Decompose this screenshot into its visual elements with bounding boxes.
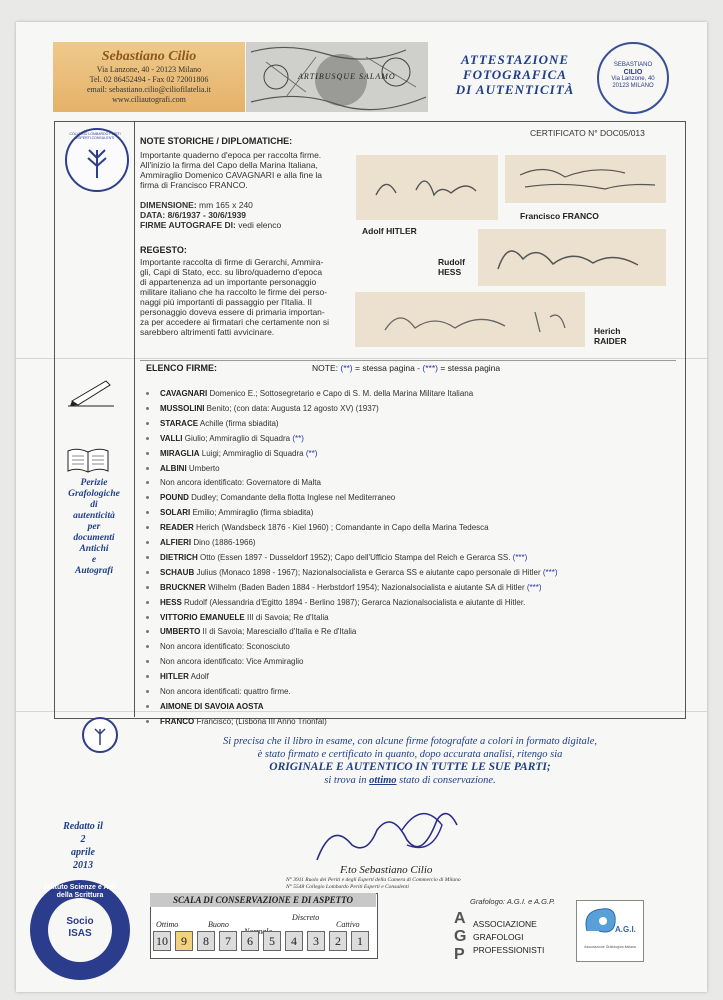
bullet-icon bbox=[146, 571, 149, 574]
company-email: email: sebastiano.cilio@ciliofilatelia.it bbox=[87, 85, 211, 94]
document-details bbox=[140, 200, 350, 230]
agi-subtitle: Associazione Grafologica Italiana bbox=[584, 945, 636, 949]
signature-list-item bbox=[160, 419, 279, 429]
dimension-label: DIMENSIONE: bbox=[140, 200, 197, 210]
page-mark: (***) bbox=[542, 567, 558, 577]
signer-details: Umberto bbox=[186, 463, 220, 473]
signature-list-item bbox=[160, 642, 290, 652]
scale-cell: 4 bbox=[285, 931, 303, 951]
note-mark-double: (**) bbox=[340, 363, 353, 373]
dimension-value: mm 165 x 240 bbox=[199, 200, 253, 210]
redatto-date bbox=[40, 820, 126, 872]
bullet-icon bbox=[146, 392, 149, 395]
signature-list-item bbox=[160, 613, 329, 623]
page-mark: (**) bbox=[292, 433, 304, 443]
perizie-line: di bbox=[90, 500, 98, 510]
signer-surname: ALBINI bbox=[160, 463, 187, 473]
bullet-icon bbox=[146, 437, 149, 440]
stamp-line-3: Via Lanzone, 40 bbox=[611, 76, 655, 82]
bullet-icon bbox=[146, 601, 149, 604]
bullet-icon bbox=[146, 541, 149, 544]
banner-text: ARTIBUSQUE SALAMO bbox=[298, 72, 396, 81]
signer-registrations bbox=[286, 877, 461, 891]
perizie-text bbox=[56, 478, 132, 577]
bullet-icon bbox=[146, 422, 149, 425]
date-label: DATA: bbox=[140, 210, 166, 220]
svg-text:A: A bbox=[454, 910, 466, 927]
isas-center bbox=[48, 916, 112, 940]
franco-signature-image bbox=[505, 155, 666, 203]
statement-line-1: Si precisa che il libro in esame, con alcune firme fotografate a colori in formato digitale, bbox=[223, 736, 597, 747]
statement-suffix: stato di conservazione. bbox=[396, 775, 496, 786]
condition-word: ottimo bbox=[369, 775, 397, 786]
hitler-caption: Adolf HITLER bbox=[362, 226, 417, 236]
signature-list-item bbox=[160, 434, 304, 444]
regesto-line: za per accedere ai firmatari che certamente non si bbox=[140, 317, 329, 327]
elenco-divider bbox=[140, 360, 676, 361]
small-collegio-seal-icon bbox=[82, 717, 118, 753]
isas-socio: Socio bbox=[66, 916, 94, 927]
statement-line-3: ORIGINALE E AUTENTICO IN TUTTE LE SUE PARTI; bbox=[269, 761, 551, 773]
notes-line: Ammiraglio Domenico CAVAGNARI e alla fine la bbox=[140, 170, 323, 180]
hess-caption-line: Rudolf bbox=[438, 257, 465, 267]
cilio-stamp bbox=[597, 42, 669, 114]
signer-details: Otto (Essen 1897 - Dusseldorf 1952); Capo dell'Ufficio Stampa del Reich e Gerarca SS. bbox=[197, 552, 513, 562]
signature-list-item bbox=[160, 583, 542, 593]
elenco-heading: ELENCO FIRME: bbox=[146, 363, 217, 373]
signer-surname: VITTORIO EMANUELE bbox=[160, 612, 245, 622]
regesto-heading: REGESTO: bbox=[140, 245, 187, 255]
redatto-label: Redatto il bbox=[63, 821, 103, 832]
franco-caption: Francisco FRANCO bbox=[520, 211, 599, 221]
regesto-line: di appartenenza ad un importante personaggio bbox=[140, 277, 317, 287]
signer-surname: UMBERTO bbox=[160, 627, 201, 637]
agp-line: PROFESSIONISTI bbox=[473, 945, 545, 955]
perizie-line: documenti bbox=[73, 533, 115, 543]
stamp-line-2: CILIO bbox=[623, 69, 643, 76]
scale-cell: 7 bbox=[219, 931, 237, 951]
signer-surname: READER bbox=[160, 523, 194, 533]
signer-details: II di Savoia; Maresciallo d'Italia e Re d'Italia bbox=[200, 627, 357, 637]
signature-list-item bbox=[160, 657, 303, 667]
scale-cell: 9 bbox=[175, 931, 193, 951]
pen-writing-icon bbox=[66, 377, 116, 407]
agp-line: GRAFOLOGI bbox=[473, 932, 524, 942]
signature-list-item bbox=[160, 404, 379, 414]
signer-details: Emilio; Ammiraglio (firma sbiadita) bbox=[190, 508, 314, 518]
signature-list-item bbox=[160, 538, 256, 548]
signer-details: Julius (Monaco 1898 - 1967); Nazionalsocialista e Gerarca SS e aiutante capo personale di Hitler bbox=[194, 567, 543, 577]
signer-details: Non ancora identificato: Sconosciuto bbox=[160, 642, 290, 652]
signature-list-item bbox=[160, 672, 209, 682]
perizie-line: Autografi bbox=[74, 566, 113, 576]
signer-surname: POUND bbox=[160, 493, 189, 503]
redatto-month: aprile bbox=[71, 847, 95, 858]
regesto-text bbox=[140, 257, 355, 337]
signature-list-item bbox=[160, 389, 473, 399]
scale-cell: 2 bbox=[329, 931, 347, 951]
collegio-seal bbox=[65, 128, 129, 192]
regesto-line: militare italiano che ha raccolto le firme dei perso- bbox=[140, 287, 328, 297]
hess-caption-line: HESS bbox=[438, 267, 462, 277]
elenco-note-label: NOTE: bbox=[312, 363, 338, 373]
scale-cell: 8 bbox=[197, 931, 215, 951]
isas-ring-text: Istituto Scienze e Arti della Scrittura bbox=[44, 884, 116, 899]
signature-list-item bbox=[160, 553, 527, 563]
note-separator: - bbox=[417, 363, 421, 373]
scale-label-cattivo: Cattivo bbox=[336, 920, 360, 929]
signature-scribble-icon bbox=[505, 155, 666, 203]
note-text-double: = stessa pagina bbox=[355, 363, 415, 373]
signer-details: Domenico E.; Sottosegretario e Capo di S. M. della Marina Militare Italiana bbox=[207, 389, 474, 398]
bullet-icon bbox=[146, 556, 149, 559]
agi-acronym: A.G.I. bbox=[615, 925, 636, 934]
notes-heading: NOTE STORICHE / DIPLOMATICHE: bbox=[140, 136, 293, 146]
notes-line: All'inizio la firma del Capo della Marina Italiana, bbox=[140, 160, 318, 170]
title-line-1: ATTESTAZIONE bbox=[460, 52, 570, 67]
elenco-notes bbox=[312, 363, 500, 373]
company-address: Via Lanzone, 40 - 20123 Milano bbox=[96, 65, 202, 74]
statement-line-2: è stato firmato e certificato in quanto, dopo accurata analisi, ritengo sia bbox=[257, 749, 563, 760]
signature-list-item bbox=[160, 598, 525, 608]
signer-details: Dudley; Comandante della flotta Inglese nel Mediterraneo bbox=[188, 493, 396, 503]
isas-seal bbox=[30, 880, 130, 980]
signer-details: Francisco; (Lisbona III Anno Trionfal) bbox=[194, 716, 327, 726]
signer-surname: HESS bbox=[160, 597, 182, 607]
raider-caption bbox=[594, 326, 627, 346]
bullet-icon bbox=[146, 586, 149, 589]
certificate-number: CERTIFICATO N° DOC05/013 bbox=[530, 128, 645, 138]
hess-signature-image bbox=[478, 229, 666, 286]
signer-surname: DIETRICH bbox=[160, 552, 198, 562]
signature-list-item bbox=[160, 702, 264, 712]
bullet-icon bbox=[146, 452, 149, 455]
signer-surname: FRANCO bbox=[160, 716, 195, 726]
signatures-value: vedi elenco bbox=[238, 220, 282, 230]
signature-list-item bbox=[160, 627, 356, 637]
raider-caption-line: Herich bbox=[594, 326, 621, 336]
authenticity-statement bbox=[135, 735, 685, 787]
signer-details: Dino (1886-1966) bbox=[191, 538, 256, 547]
perizie-line: Perizie bbox=[80, 478, 108, 488]
perizie-line: per bbox=[87, 522, 101, 532]
signature-list-item bbox=[160, 717, 327, 727]
agi-logo bbox=[576, 900, 644, 962]
left-column bbox=[54, 121, 135, 717]
signature-scribble-icon bbox=[356, 155, 498, 220]
agp-name bbox=[473, 918, 544, 957]
stamp-line-4: 20123 MILANO bbox=[612, 83, 654, 89]
notes-line: Importante quaderno d'epoca per raccolta firme. bbox=[140, 150, 322, 160]
note-mark-triple: (***) bbox=[422, 363, 438, 373]
signature-list-item bbox=[160, 508, 313, 518]
bullet-icon bbox=[146, 690, 149, 693]
scale-cell: 6 bbox=[241, 931, 259, 951]
signature-scribble-icon bbox=[355, 292, 585, 347]
signer-details: Adolf bbox=[188, 672, 209, 682]
signer-details: Rudolf (Alessandria d'Egitto 1894 - Berlino 1987); Gerarca Nazionalsocialista e aiutante di Hitler. bbox=[181, 597, 526, 607]
scale-label-buono: Buono bbox=[208, 920, 229, 929]
signature-scribble-icon bbox=[478, 229, 666, 286]
signature-scribble-icon bbox=[312, 800, 462, 870]
signer-details: Luigi; Ammiraglio di Squadra bbox=[199, 448, 306, 458]
bullet-icon bbox=[146, 616, 149, 619]
note-text-triple: = stessa pagina bbox=[440, 363, 501, 373]
signer-surname: MIRAGLIA bbox=[160, 448, 200, 458]
company-name: Sebastiano Cilio bbox=[101, 49, 197, 64]
hess-caption bbox=[438, 257, 465, 277]
scale-cell: 3 bbox=[307, 931, 325, 951]
document-title bbox=[440, 52, 590, 97]
bullet-icon bbox=[146, 407, 149, 410]
scale-cell: 5 bbox=[263, 931, 281, 951]
signer-surname: SCHAUB bbox=[160, 567, 195, 577]
collegio-seal-text: COLLEGIO LOMBARDO PERITI ESPERTI CONSULENTI bbox=[69, 132, 121, 140]
date-value: 8/6/1937 - 30/6/1939 bbox=[167, 210, 247, 220]
page-mark: (***) bbox=[526, 582, 542, 592]
cilio-signature bbox=[312, 800, 462, 870]
signer-details: Benito; (con data: Augusta 12 agosto XV) (1937) bbox=[204, 403, 379, 413]
signature-list-item bbox=[160, 449, 317, 459]
registration-2: N° 5548 Collegio Lombardo Periti Esperti e Consulenti bbox=[286, 884, 409, 890]
signer-details: Non ancora identificato: Governatore di Malta bbox=[160, 478, 321, 488]
regesto-line: gli, Capi di Stato, ecc. su libro/quaderno d'epoca bbox=[140, 267, 323, 277]
banknote-banner bbox=[246, 42, 428, 112]
raider-caption-line: RAIDER bbox=[594, 336, 627, 346]
signature-list-item bbox=[160, 493, 395, 503]
bullet-icon bbox=[146, 705, 149, 708]
regesto-line: Importante raccolta di firme di Gerarchi, Ammira- bbox=[140, 257, 324, 267]
stamp-line-1: SEBASTIANO bbox=[613, 62, 653, 68]
signer-surname: SOLARI bbox=[160, 508, 191, 518]
company-website: www.ciliautografi.com bbox=[112, 95, 186, 104]
grafologo-title: Grafologo: A.G.I. e A.G.P. bbox=[470, 897, 556, 906]
regesto-line: personaggio doveva essere di primaria importan- bbox=[140, 307, 325, 317]
registration-1: N° 3911 Ruolo dei Periti e degli Esperti della Camera di Commercio di Milano bbox=[286, 877, 461, 883]
raider-signature-image bbox=[355, 292, 585, 347]
title-line-3: DI AUTENTICITÀ bbox=[455, 82, 575, 97]
agi-swirl-icon bbox=[577, 901, 643, 941]
svg-text:P: P bbox=[454, 946, 465, 963]
company-header bbox=[53, 42, 245, 112]
signatures-label: FIRME AUTOGRAFE DI: bbox=[140, 220, 236, 230]
signer-details: Achille (firma sbiadita) bbox=[198, 418, 279, 428]
signature-list-item bbox=[160, 523, 489, 533]
page-mark: (***) bbox=[512, 552, 528, 562]
signer-details: III di Savoia; Re d'Italia bbox=[244, 612, 329, 622]
svg-text:G: G bbox=[454, 928, 467, 945]
statement-prefix: si trova in bbox=[324, 775, 370, 786]
redatto-year: 2013 bbox=[73, 860, 93, 871]
signer-details: Non ancora identificato: Vice Ammiraglio bbox=[160, 657, 304, 667]
signer-surname: STARACE bbox=[160, 418, 199, 428]
signer-surname: AIMONE DI SAVOIA AOSTA bbox=[160, 701, 264, 711]
scale-label-discreto: Discreto bbox=[292, 913, 320, 922]
signature-list-item bbox=[160, 464, 220, 474]
scale-title: SCALA DI CONSERVAZIONE E DI ASPETTO bbox=[150, 893, 376, 907]
isas-acronym: ISAS bbox=[68, 928, 92, 939]
statement-line-4 bbox=[135, 774, 685, 787]
open-book-icon bbox=[66, 445, 110, 475]
signer-surname: BRUCKNER bbox=[160, 582, 206, 592]
regesto-line: sarebbero altrimenti fatti avvicinare. bbox=[140, 327, 275, 337]
signer-details: Non ancora identificati: quattro firme. bbox=[160, 687, 291, 696]
perizie-line: autenticità bbox=[73, 511, 115, 521]
page-mark: (**) bbox=[305, 448, 318, 458]
perizie-line: e bbox=[91, 555, 97, 565]
scale-label-ottimo: Ottimo bbox=[156, 920, 179, 929]
signer-surname: VALLI bbox=[160, 433, 183, 443]
signer-surname: CAVAGNARI bbox=[160, 389, 208, 398]
signature-list-item bbox=[160, 568, 558, 578]
redatto-day: 2 bbox=[80, 834, 86, 845]
bullet-icon bbox=[146, 467, 149, 470]
regesto-line: naggi più importanti di passaggio per l'Italia. Il bbox=[140, 297, 312, 307]
agp-logo-icon bbox=[448, 906, 474, 964]
hitler-signature-image bbox=[356, 155, 498, 220]
signer-surname: MUSSOLINI bbox=[160, 403, 205, 413]
signer-details: Wilhelm (Baden Baden 1884 - Herbstdorf 1954); Nazionalsocialista e aiutante SA di Hitler bbox=[205, 582, 527, 592]
signer-details: Giulio; Ammiraglio di Squadra bbox=[182, 433, 293, 443]
agp-line: ASSOCIAZIONE bbox=[473, 919, 537, 929]
scale-cell: 1 bbox=[351, 931, 369, 951]
signer-surname: ALFIERI bbox=[160, 538, 192, 547]
bullet-icon bbox=[146, 720, 149, 723]
perizie-line: Antichi bbox=[79, 544, 109, 554]
perizie-line: Grafologiche bbox=[68, 489, 120, 499]
signature-list-item bbox=[160, 478, 321, 488]
company-phone: Tel. 02 86452494 - Fax 02 72001806 bbox=[89, 75, 209, 84]
signature-list-item bbox=[160, 687, 291, 697]
scale-cell: 10 bbox=[153, 931, 171, 951]
notes-text bbox=[140, 150, 350, 190]
signer-details: Herich (Wandsbeck 1876 - Kiel 1960) ; Comandante in Capo della Marina Tedesca bbox=[193, 523, 489, 533]
signer-name: F.to Sebastiano Cilio bbox=[340, 864, 433, 876]
signer-surname: HITLER bbox=[160, 672, 189, 682]
notes-line: firma di Francisco FRANCO. bbox=[140, 180, 248, 190]
title-line-2: FOTOGRAFICA bbox=[463, 67, 567, 82]
